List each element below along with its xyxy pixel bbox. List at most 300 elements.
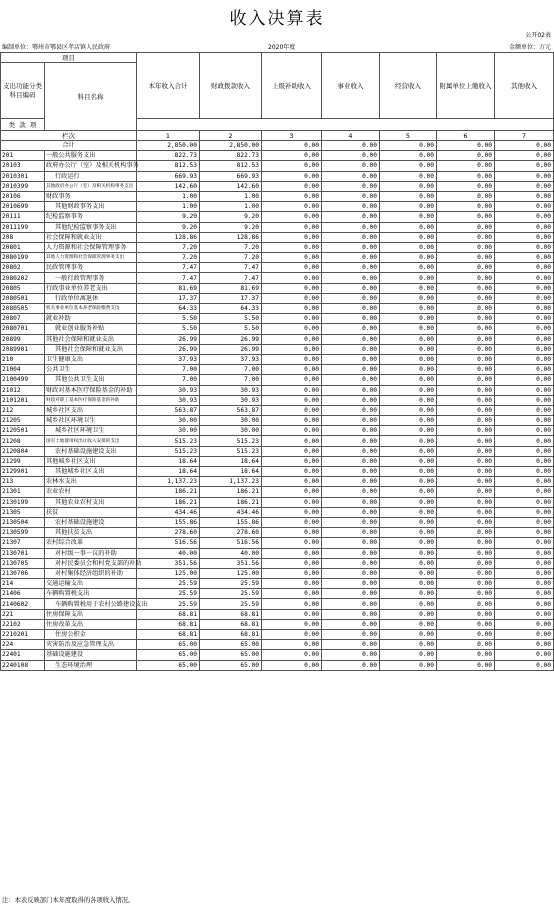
row-value-col-3: 0.00: [262, 426, 322, 436]
row-value-col-4: 0.00: [322, 517, 380, 527]
row-value-col-4: 0.00: [322, 232, 380, 242]
table-row: [1, 426, 554, 436]
row-subject-name: 交通运输支出: [45, 579, 137, 589]
row-subject-name: 城乡社区环境卫生: [45, 426, 137, 436]
row-value-col-6: 0.00: [437, 273, 495, 283]
row-subject-name: 其他社会保障和就业支出: [45, 344, 137, 354]
row-value-col-3: 0.00: [262, 293, 322, 303]
row-value-col-6: 0.00: [437, 212, 495, 222]
header-xiang: 项: [29, 121, 37, 129]
row-value-col-5: 0.00: [380, 395, 437, 405]
row-value-col-7: 0.00: [495, 589, 554, 599]
row-value-col-5: 0.00: [380, 375, 437, 385]
row-code: 2010399: [1, 181, 45, 191]
row-value-col-5: 0.00: [380, 609, 437, 619]
table-row: [1, 365, 554, 375]
row-value-col-3: 0.00: [262, 650, 322, 660]
row-value-col-5: 0.00: [380, 181, 437, 191]
header-project: 项目: [1, 53, 137, 63]
row-value-col-4: 0.00: [322, 426, 380, 436]
row-value-col-6: 0.00: [437, 405, 495, 415]
row-fiscal-allocation: 30.93: [200, 385, 262, 395]
row-total-income: 278.60: [137, 528, 200, 538]
row-value-col-4: 0.00: [322, 222, 380, 232]
total-value-5: 0.00: [380, 141, 437, 151]
row-value-col-7: 0.00: [495, 630, 554, 640]
col-number-5: 5: [380, 131, 437, 141]
row-value-col-4: 0.00: [322, 151, 380, 161]
row-fiscal-allocation: 7.20: [200, 242, 262, 252]
row-fiscal-allocation: 812.53: [200, 161, 262, 171]
row-subject-name: 一般行政管理事务: [45, 273, 137, 283]
row-value-col-4: 0.00: [322, 253, 380, 263]
row-value-col-5: 0.00: [380, 212, 437, 222]
row-value-col-7: 0.00: [495, 354, 554, 364]
table-row: [1, 619, 554, 629]
row-total-income: 7.47: [137, 273, 200, 283]
total-value-1: 2,850.00: [137, 141, 200, 151]
row-subject-name: 农业农村: [45, 487, 137, 497]
row-value-col-5: 0.00: [380, 304, 437, 314]
row-value-col-7: 0.00: [495, 222, 554, 232]
row-value-col-7: 0.00: [495, 568, 554, 578]
row-total-income: 26.99: [137, 344, 200, 354]
header-col-7: 其他收入: [495, 53, 554, 119]
row-subject-name: 社会保障和就业支出: [45, 232, 137, 242]
table-row: [1, 446, 554, 456]
table-row: [1, 314, 554, 324]
row-value-col-5: 0.00: [380, 161, 437, 171]
row-code: 2130504: [1, 517, 45, 527]
row-subject-name: 城乡社区环境卫生: [45, 416, 137, 426]
row-fiscal-allocation: 7.47: [200, 273, 262, 283]
table-row: [1, 456, 554, 466]
row-value-col-3: 0.00: [262, 568, 322, 578]
row-value-col-7: 0.00: [495, 640, 554, 650]
row-subject-name: 行政单位离退休: [45, 293, 137, 303]
row-code: 20103: [1, 161, 45, 171]
row-value-col-4: 0.00: [322, 324, 380, 334]
table-row: [1, 304, 554, 314]
row-fiscal-allocation: 18.64: [200, 456, 262, 466]
table-row: [1, 263, 554, 273]
row-fiscal-allocation: 26.99: [200, 344, 262, 354]
row-subject-name: 卫生健康支出: [45, 354, 137, 364]
row-value-col-4: 0.00: [322, 640, 380, 650]
col-number-1: 1: [137, 131, 200, 141]
row-value-col-5: 0.00: [380, 283, 437, 293]
row-total-income: 25.59: [137, 589, 200, 599]
row-code: 2101201: [1, 395, 45, 405]
row-value-col-4: 0.00: [322, 344, 380, 354]
row-value-col-3: 0.00: [262, 619, 322, 629]
row-value-col-3: 0.00: [262, 395, 322, 405]
total-value-4: 0.00: [322, 141, 380, 151]
row-value-col-3: 0.00: [262, 161, 322, 171]
row-total-income: 64.33: [137, 304, 200, 314]
row-total-income: 25.59: [137, 579, 200, 589]
table-row: [1, 609, 554, 619]
col-number-4: 4: [322, 131, 380, 141]
row-value-col-3: 0.00: [262, 191, 322, 201]
row-total-income: 1,137.23: [137, 477, 200, 487]
row-fiscal-allocation: 1.00: [200, 191, 262, 201]
table-row: [1, 599, 554, 609]
row-total-income: 68.81: [137, 630, 200, 640]
row-value-col-5: 0.00: [380, 640, 437, 650]
row-value-col-6: 0.00: [437, 263, 495, 273]
total-label: 合计: [1, 141, 137, 151]
row-value-col-3: 0.00: [262, 344, 322, 354]
row-value-col-4: 0.00: [322, 497, 380, 507]
table-row: [1, 538, 554, 548]
row-value-col-7: 0.00: [495, 548, 554, 558]
row-value-col-5: 0.00: [380, 660, 437, 670]
row-value-col-3: 0.00: [262, 253, 322, 263]
row-value-col-4: 0.00: [322, 619, 380, 629]
row-code: 2130706: [1, 568, 45, 578]
compiling-unit: 编制单位：鄂州市鄂县区孝店镇人民政府: [2, 44, 111, 51]
row-code: 20899: [1, 334, 45, 344]
row-total-income: 812.53: [137, 161, 200, 171]
row-value-col-4: 0.00: [322, 273, 380, 283]
table-row: [1, 558, 554, 568]
row-value-col-6: 0.00: [437, 181, 495, 191]
row-subject-name: 基础设施建设: [45, 650, 137, 660]
row-value-col-4: 0.00: [322, 548, 380, 558]
col-number-3: 3: [262, 131, 322, 141]
row-subject-name: 其他纪检监察事务支出: [45, 222, 137, 232]
row-total-income: 125.00: [137, 568, 200, 578]
row-value-col-3: 0.00: [262, 497, 322, 507]
row-value-col-6: 0.00: [437, 314, 495, 324]
row-value-col-6: 0.00: [437, 191, 495, 201]
row-value-col-7: 0.00: [495, 528, 554, 538]
row-value-col-3: 0.00: [262, 640, 322, 650]
row-subject-name: 其他公共卫生支出: [45, 375, 137, 385]
table-row: [1, 568, 554, 578]
row-value-col-3: 0.00: [262, 579, 322, 589]
row-value-col-3: 0.00: [262, 477, 322, 487]
row-total-income: 7.00: [137, 365, 200, 375]
header-col-3: 上级补助收入: [262, 53, 322, 119]
row-value-col-5: 0.00: [380, 151, 437, 161]
row-value-col-6: 0.00: [437, 446, 495, 456]
row-fiscal-allocation: 9.20: [200, 222, 262, 232]
row-fiscal-allocation: 515.23: [200, 436, 262, 446]
row-value-col-4: 0.00: [322, 314, 380, 324]
table-row: [1, 242, 554, 252]
row-subject-name: 就业创业服务补贴: [45, 324, 137, 334]
row-value-col-6: 0.00: [437, 538, 495, 548]
row-value-col-4: 0.00: [322, 538, 380, 548]
row-subject-name: 财政事务: [45, 191, 137, 201]
row-value-col-6: 0.00: [437, 242, 495, 252]
col-number-6: 6: [437, 131, 495, 141]
row-value-col-5: 0.00: [380, 334, 437, 344]
row-value-col-6: 0.00: [437, 579, 495, 589]
row-fiscal-allocation: 40.00: [200, 548, 262, 558]
row-value-col-6: 0.00: [437, 283, 495, 293]
row-subject-name: 灾害防治及应急管理支出: [45, 640, 137, 650]
row-value-col-7: 0.00: [495, 497, 554, 507]
row-subject-name: 行政事业单位养老支出: [45, 283, 137, 293]
row-fiscal-allocation: 18.64: [200, 467, 262, 477]
row-subject-name: 其他农业农村支出: [45, 497, 137, 507]
row-code: 20111: [1, 212, 45, 222]
row-value-col-4: 0.00: [322, 283, 380, 293]
table-row: [1, 477, 554, 487]
row-value-col-3: 0.00: [262, 436, 322, 446]
row-value-col-7: 0.00: [495, 212, 554, 222]
row-value-col-5: 0.00: [380, 242, 437, 252]
row-code: 2130705: [1, 558, 45, 568]
row-value-col-3: 0.00: [262, 314, 322, 324]
row-total-income: 7.20: [137, 253, 200, 263]
row-value-col-5: 0.00: [380, 589, 437, 599]
row-subject-name: 其他社会保障和就业支出: [45, 334, 137, 344]
row-value-col-4: 0.00: [322, 456, 380, 466]
row-value-col-3: 0.00: [262, 304, 322, 314]
row-value-col-5: 0.00: [380, 528, 437, 538]
row-code: 21012: [1, 385, 45, 395]
row-value-col-4: 0.00: [322, 630, 380, 640]
row-value-col-5: 0.00: [380, 650, 437, 660]
row-value-col-6: 0.00: [437, 599, 495, 609]
row-total-income: 515.23: [137, 446, 200, 456]
row-value-col-7: 0.00: [495, 446, 554, 456]
row-value-col-7: 0.00: [495, 477, 554, 487]
row-value-col-4: 0.00: [322, 467, 380, 477]
row-fiscal-allocation: 1.00: [200, 202, 262, 212]
row-value-col-5: 0.00: [380, 487, 437, 497]
row-fiscal-allocation: 434.46: [200, 507, 262, 517]
row-subject-name: 车辆购置税用于农村公路建设支出: [45, 599, 137, 609]
row-value-col-5: 0.00: [380, 558, 437, 568]
row-value-col-5: 0.00: [380, 273, 437, 283]
table-row: [1, 222, 554, 232]
row-fiscal-allocation: 669.93: [200, 171, 262, 181]
row-fiscal-allocation: 515.23: [200, 446, 262, 456]
row-subject-name: 对村民委员会和村党支部的补助: [45, 558, 137, 568]
row-value-col-3: 0.00: [262, 232, 322, 242]
income-final-accounts-table: [0, 52, 554, 671]
row-value-col-4: 0.00: [322, 507, 380, 517]
row-code: 2130199: [1, 497, 45, 507]
row-fiscal-allocation: 30.00: [200, 416, 262, 426]
row-subject-name: 农村基础设施建设: [45, 517, 137, 527]
row-subject-name: 对村级一事一议的补助: [45, 548, 137, 558]
row-fiscal-allocation: 822.73: [200, 151, 262, 161]
row-total-income: 37.93: [137, 354, 200, 364]
row-value-col-6: 0.00: [437, 385, 495, 395]
row-total-income: 7.00: [137, 375, 200, 385]
table-row: [1, 660, 554, 670]
row-value-col-7: 0.00: [495, 293, 554, 303]
row-total-income: 9.20: [137, 212, 200, 222]
row-fiscal-allocation: 25.59: [200, 599, 262, 609]
row-value-col-6: 0.00: [437, 344, 495, 354]
row-total-income: 5.50: [137, 324, 200, 334]
row-subject-name: 农村综合改革: [45, 538, 137, 548]
row-value-col-5: 0.00: [380, 446, 437, 456]
row-value-col-6: 0.00: [437, 161, 495, 171]
row-value-col-6: 0.00: [437, 456, 495, 466]
table-row: [1, 375, 554, 385]
row-value-col-5: 0.00: [380, 538, 437, 548]
row-value-col-5: 0.00: [380, 548, 437, 558]
row-subject-name: 一般公共服务支出: [45, 151, 137, 161]
row-subject-name: 其他城乡社区支出: [45, 467, 137, 477]
row-fiscal-allocation: 351.56: [200, 558, 262, 568]
table-row: [1, 640, 554, 650]
row-code: 2140602: [1, 599, 45, 609]
row-value-col-5: 0.00: [380, 619, 437, 629]
row-value-col-6: 0.00: [437, 232, 495, 242]
row-subject-name: 纪检监察事务: [45, 212, 137, 222]
row-total-income: 81.69: [137, 283, 200, 293]
row-fiscal-allocation: 68.81: [200, 630, 262, 640]
row-value-col-3: 0.00: [262, 467, 322, 477]
row-value-col-6: 0.00: [437, 324, 495, 334]
row-total-income: 30.93: [137, 385, 200, 395]
row-subject-name: 财政对职工基本医疗保险基金的补助: [45, 395, 137, 405]
row-value-col-4: 0.00: [322, 528, 380, 538]
row-subject-name: 公共卫生: [45, 365, 137, 375]
row-value-col-3: 0.00: [262, 456, 322, 466]
row-value-col-4: 0.00: [322, 436, 380, 446]
row-code: 2120804: [1, 446, 45, 456]
total-value-7: 0.00: [495, 141, 554, 151]
row-value-col-7: 0.00: [495, 253, 554, 263]
row-value-col-4: 0.00: [322, 354, 380, 364]
row-code: 2011199: [1, 222, 45, 232]
form-number: 公开02表: [525, 32, 551, 39]
row-value-col-4: 0.00: [322, 181, 380, 191]
row-total-income: 17.37: [137, 293, 200, 303]
table-row: [1, 232, 554, 242]
row-total-income: 30.00: [137, 416, 200, 426]
row-total-income: 68.81: [137, 609, 200, 619]
table-row: [1, 528, 554, 538]
row-value-col-7: 0.00: [495, 487, 554, 497]
row-value-col-5: 0.00: [380, 579, 437, 589]
row-code: 221: [1, 609, 45, 619]
row-value-col-3: 0.00: [262, 446, 322, 456]
money-unit: 金额单位：万元: [508, 44, 551, 51]
row-total-income: 186.21: [137, 487, 200, 497]
row-total-income: 25.59: [137, 599, 200, 609]
row-value-col-7: 0.00: [495, 304, 554, 314]
row-value-col-6: 0.00: [437, 222, 495, 232]
table-note: 注：本表反映部门本年度取得的各项收入情况。: [2, 897, 135, 904]
table-row: [1, 354, 554, 364]
row-fiscal-allocation: 186.21: [200, 497, 262, 507]
row-code: 224: [1, 640, 45, 650]
row-value-col-3: 0.00: [262, 181, 322, 191]
header-col-5: 经营收入: [380, 53, 437, 119]
row-value-col-4: 0.00: [322, 385, 380, 395]
row-value-col-5: 0.00: [380, 191, 437, 201]
header-filler: [137, 119, 554, 131]
row-total-income: 515.23: [137, 436, 200, 446]
row-code: 212: [1, 405, 45, 415]
row-code: 2240108: [1, 660, 45, 670]
row-code: 21406: [1, 589, 45, 599]
row-value-col-4: 0.00: [322, 487, 380, 497]
table-row: [1, 293, 554, 303]
row-code: 2129901: [1, 467, 45, 477]
row-value-col-6: 0.00: [437, 293, 495, 303]
row-value-col-5: 0.00: [380, 232, 437, 242]
row-value-col-7: 0.00: [495, 426, 554, 436]
row-subject-name: 农林水支出: [45, 477, 137, 487]
row-subject-name: 车辆购置税支出: [45, 589, 137, 599]
row-fiscal-allocation: 186.21: [200, 487, 262, 497]
row-subject-name: 机关事业单位基本养老保险缴费支出: [45, 304, 137, 314]
row-value-col-5: 0.00: [380, 630, 437, 640]
row-subject-name: 城乡社区支出: [45, 405, 137, 415]
row-total-income: 1.00: [137, 202, 200, 212]
row-code: 2089901: [1, 344, 45, 354]
row-value-col-3: 0.00: [262, 517, 322, 527]
row-value-col-3: 0.00: [262, 548, 322, 558]
row-code: 2120501: [1, 426, 45, 436]
row-value-col-5: 0.00: [380, 507, 437, 517]
row-value-col-6: 0.00: [437, 477, 495, 487]
header-lei-kuan-xiang: [1, 119, 45, 131]
col-number-2: 2: [200, 131, 262, 141]
row-value-col-4: 0.00: [322, 446, 380, 456]
row-value-col-4: 0.00: [322, 242, 380, 252]
row-value-col-4: 0.00: [322, 293, 380, 303]
row-value-col-7: 0.00: [495, 202, 554, 212]
row-value-col-3: 0.00: [262, 589, 322, 599]
row-total-income: 142.60: [137, 181, 200, 191]
row-value-col-5: 0.00: [380, 568, 437, 578]
row-value-col-6: 0.00: [437, 151, 495, 161]
row-code: 21301: [1, 487, 45, 497]
row-value-col-3: 0.00: [262, 354, 322, 364]
row-value-col-3: 0.00: [262, 405, 322, 415]
row-total-income: 65.00: [137, 660, 200, 670]
row-value-col-3: 0.00: [262, 487, 322, 497]
row-code: 2080202: [1, 273, 45, 283]
table-row: [1, 517, 554, 527]
row-fiscal-allocation: 1,137.23: [200, 477, 262, 487]
row-total-income: 7.47: [137, 263, 200, 273]
row-value-col-6: 0.00: [437, 426, 495, 436]
row-fiscal-allocation: 128.86: [200, 232, 262, 242]
row-value-col-6: 0.00: [437, 253, 495, 263]
row-fiscal-allocation: 30.00: [200, 426, 262, 436]
row-value-col-5: 0.00: [380, 405, 437, 415]
row-code: 20802: [1, 263, 45, 273]
row-value-col-5: 0.00: [380, 517, 437, 527]
row-value-col-7: 0.00: [495, 467, 554, 477]
row-value-col-6: 0.00: [437, 528, 495, 538]
row-fiscal-allocation: 65.00: [200, 640, 262, 650]
row-value-col-3: 0.00: [262, 151, 322, 161]
row-total-income: 186.21: [137, 497, 200, 507]
row-value-col-7: 0.00: [495, 283, 554, 293]
table-row: [1, 395, 554, 405]
row-value-col-5: 0.00: [380, 222, 437, 232]
total-row: [1, 141, 554, 151]
row-fiscal-allocation: 65.00: [200, 660, 262, 670]
row-fiscal-allocation: 516.56: [200, 538, 262, 548]
row-code: 20807: [1, 314, 45, 324]
